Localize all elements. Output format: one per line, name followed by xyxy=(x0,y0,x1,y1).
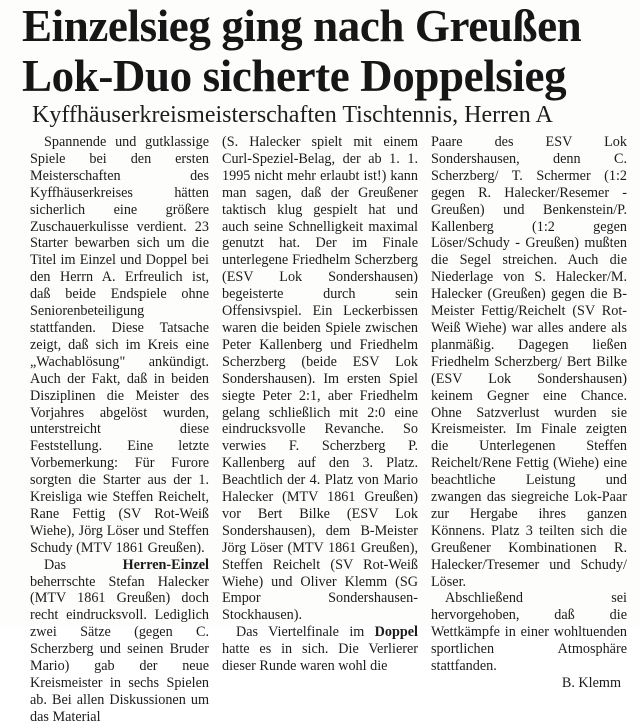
paragraph-text: Das Viertelfinale im xyxy=(236,624,365,641)
author-byline: B. Klemm xyxy=(561,675,621,691)
paragraph: Spannende und gutklassige Spiele bei den ersten Meisterschaften des Kyffhäuserkreises hätten sicherlich eine größere Zuschauerkulisse verdient. 23 Starter bewarben sich um die Titel im Einzel und Doppel bei den Herrn A. Erfreulich ist, daß beide Endspiele ohne Seniorenbeteiligung stattfanden. Diese Tatsache zeigt, daß sich im Kreis eine „Wachablösung" ankündigt. Auch der Fakt, daß in beiden Disziplinen die Meister des Vorjahres abgelöst wurden, unterstreicht diese Feststellung. Eine letzte Vorbemerkung: Für Furore sorgten die Starter aus der 1. Kreisliga wie Steffen Reichelt, Rane Fettig (SV Rot-Weiß Wiehe), Jörg Löser und Steffen Schudy (MTV 1861 Greußen). xyxy=(30,134,209,556)
paragraph: Paare des ESV Lok Sondershausen, denn C. Scherzberg/ T. Schermer (1:2 gegen R. Halecker/Resemer - Greußen) und Benkenstein/P. Kallenberg (1:2 gegen Löser/Schudy - Greußen) mußten die Segel streichen. Auch die Niederlage von S. Halecker/M. Halecker (Greußen) gegen die B-Meister Fettig/Reichelt (SV Rot-Weiß Wiehe) war alles andere als planmäßig. Dagegen ließen Friedhelm Scherzberg/ Bert Bilke (ESV Lok Sondershausen) keinem Gegner eine Chance. Ohne Satzverlust wurden sie Kreismeister. Im Finale zeigten die Unterlegenen Steffen Reichelt/Rene Fettig (Wiehe) eine beachtliche Leistung und zwangen das siegreiche Lok-Paar zur Hergabe ihres ganzen Könnens. Platz 3 teilten sich die Greußener Kombinationen R. Halecker/Tresemer und Schudy/ Löser. xyxy=(431,134,627,590)
article-column-2 xyxy=(222,134,418,675)
paragraph-text: hatte es in sich. Die Verlierer dieser Runde waren wohl die xyxy=(222,641,418,675)
paragraph-text: beherrschte Stefan Halecker (MTV 1861 Greußen) doch recht eindrucksvoll. Lediglich zwei Sätze (gegen C. Scherzberg und seinen Bruder Mario) gab der neue Kreismeister in sechs Spielen ab. Bei allen Diskussionen um das Material xyxy=(30,573,209,725)
article-column-3 xyxy=(431,134,627,692)
subheadline: Kyffhäuserkreismeisterschaften Tischtennis, Herren A xyxy=(32,102,553,128)
paragraph-text: Das xyxy=(44,556,67,573)
paragraph xyxy=(222,624,418,675)
article-column-1 xyxy=(30,134,209,726)
headline-line-2: Lok-Duo sicherte Doppelsieg xyxy=(22,51,567,101)
bold-keyword: Doppel xyxy=(374,624,418,641)
paragraph: (S. Halecker spielt mit einem Curl-Speziel-Belag, der ab 1. 1. 1995 nicht mehr erlaubt ist!) kann man sagen, daß der Greußener taktisch klug gespielt hat und auch seine Schnelligkeit maximal genutzt hat. Der im Finale unterlegene Friedhelm Scherzberg (ESV Lok Sondershausen) begeisterte durch sein Offensivspiel. Ein Leckerbissen waren die beiden Spiele zwischen Peter Kallenberg und Friedhelm Scherzberg (beide ESV Lok Sondershausen). Im ersten Spiel siegte Peter 2:1, aber Friedhelm gelang schließlich mit 2:0 eine eindrucksvolle Revanche. So verwies F. Scherzberg P. Kallenberg auf den 3. Platz. Beachtlich der 4. Platz von Mario Halecker (MTV 1861 Greußen) vor Bert Bilke (ESV Lok Sondershausen), dem B-Meister Jörg Löser (MTV 1861 Greußen), Steffen Reichelt (SV Rot-Weiß Wiehe) und Oliver Klemm (SG Empor Sondershausen-Stockhausen). xyxy=(222,134,418,624)
paragraph: Abschließend sei hervorgehoben, daß die Wettkämpfe in einer wohltuenden sportlichen Atmosphäre stattfanden. xyxy=(431,590,627,675)
paragraph xyxy=(30,557,209,726)
headline-line-1: Einzelsieg ging nach Greußen xyxy=(22,1,582,51)
bold-keyword: Herren-Einzel xyxy=(122,556,209,573)
paragraph xyxy=(431,675,627,692)
